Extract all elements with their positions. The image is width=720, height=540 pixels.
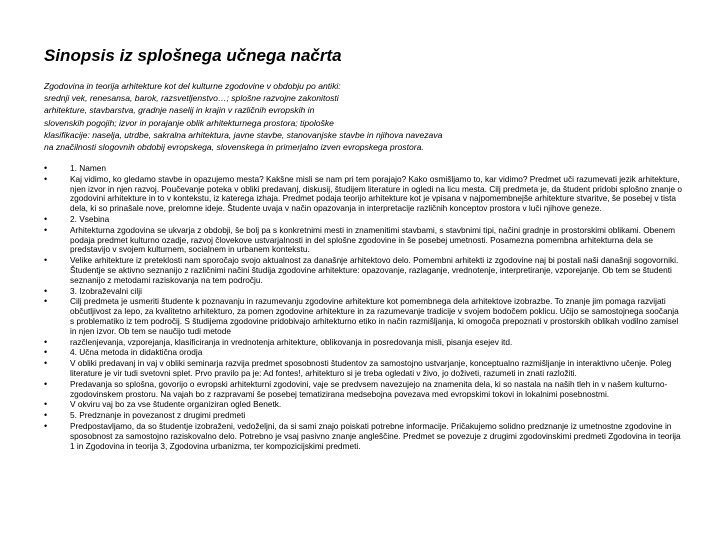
intro-line: arhitekture, stavbarstva, gradnje naselij in krajin v različnih evropskih in: [44, 105, 315, 116]
bullet-icon: •: [44, 296, 48, 307]
bullet-icon: •: [44, 420, 48, 431]
bullet-icon: •: [44, 255, 48, 266]
bullet-icon: •: [44, 410, 48, 421]
list-item: [44, 380, 684, 400]
bullet-icon: •: [44, 224, 48, 235]
intro-line: klasifikacije: naselja, utrdbe, sakralna arhitektura, javne stavbe, stanovanjske stavbe in njihova navezava: [44, 129, 443, 140]
bullet-icon: •: [44, 347, 48, 358]
bullet-icon: •: [44, 336, 48, 347]
intro-paragraph: [44, 80, 684, 153]
list-item: [44, 175, 684, 214]
list-item-text: Kaj vidimo, ko gledamo stavbe in opazujemo mesta? Kakšne misli se nam pri tem porajajo? Kako osmišljamo to, kar vidimo? Predmet uči razumevati jezik arhitekture, njen izvor in njen razvoj. Poučevanje poteka v obliki predavanj, diskusij, študijem literature in ogledi na licu mesta. Cilj predmeta je, da študent pridobi splošno znanje o zgodovini arhitekture in to v kontekstu, iz katerega izhaja. Predmet podaja teorijo arhitekture kot je vpisana v najpomembnejše arhitekture stvaritve, še posebej v tista dela, ki so prinašale nove, prelomne ideje. Študente uvaja v način opazovanja in interpretacije različnih konceptov prostora v luči njihove geneze.: [70, 173, 683, 214]
list-item: [44, 422, 684, 451]
section-heading: 1. Namen: [70, 163, 106, 173]
list-item-text: V obliki predavanj in vaj v obliki seminarja razvija predmet sposobnosti študentov za samostojno ustvarjanje, konceptualno razmišljanje in interaktivno učenje. Poleg literature je vir tudi svetovni splet. Prvo pravilo pa je: Ad fontes!, arhitekturo si je treba ogledati v živo, jo doživeti, razumeti in znati razložiti.: [70, 358, 672, 378]
list-item: [44, 338, 684, 348]
list-item: [44, 359, 684, 379]
intro-line: slovenskih pogojih; izvor in porajanje oblik arhitekturnega prostora; tipološke: [44, 117, 334, 128]
bullet-icon: •: [44, 285, 48, 296]
list-item: [44, 215, 684, 225]
list-item: [44, 348, 684, 358]
bullet-icon: •: [44, 163, 48, 173]
section-heading: 2. Vsebina: [70, 213, 110, 224]
list-item-text: Predpostavljamo, da so študentje izobraženi, vedoželjni, da si sami znajo poiskati potrebne informacije. Pričakujemo solidno predznanje iz umetnostne zgodovine in sposobnost za samostojno raziskovalno delo. Potrebno je vsaj pasivno znanje angleščine. Predmet se povezuje z drugimi zgodovinskimi predmeti Zgodovina in teorija 1 in Zgodovina in teorija 3, Zgodovina urbanizma, ter kompozicijskimi predmeti.: [70, 420, 681, 451]
list-item-text: V okviru vaj bo za vse študente organiziran ogled Benetk.: [70, 399, 282, 410]
page-title: Sinopsis iz splošnega učnega načrta: [44, 46, 342, 65]
intro-line: srednji vek, renesansa, barok, razsvetljenstvo…; splošne razvojne zakonitosti: [44, 93, 339, 104]
bullet-icon: •: [44, 399, 48, 410]
list-item: [44, 297, 684, 336]
bullet-icon: •: [44, 358, 48, 369]
intro-line: Zgodovina in teorija arhitekture kot del kulturne zgodovine v obdobju po antiki:: [44, 81, 341, 91]
section-heading: 4. Učna metoda in didaktična orodja: [70, 347, 203, 358]
list-item: [44, 400, 684, 410]
bullet-icon: •: [44, 378, 48, 389]
section-heading: 5. Predznanje in povezanost z drugimi predmeti: [70, 410, 246, 421]
intro-line: na značilnosti slogovnih obdobij evropskega, slovenskega in primerjalno izven evropskega prostora.: [44, 142, 424, 153]
list-item-text: Predavanja so splošna, govorijo o evropski arhitekturni zgodovini, vaje se predvsem navezujejo na znamenita dela, ki so nastala na naših tleh in v našem kulturno-zgodovinskem prostoru. Na vajah bo z razpravami še posebej tematizirana medsebojna povezava med evropskimi tokovi in lokalnimi posebnostmi.: [70, 378, 668, 399]
bullet-list: [44, 164, 684, 451]
list-item: [44, 256, 684, 285]
list-item: [44, 411, 684, 421]
list-item: [44, 287, 684, 297]
list-item-text: Arhitekturna zgodovina se ukvarja z obdobji, še bolj pa s konkretnimi mesti in znamenitimi stavbami, s stavbnimi tipi, načini gradnje in prostorskimi oblikami. Obenem podaja predmet kulturno ozadje, razvoj človekove ustvarjalnosti in del splošne zgodovine in še posebej umetnosti. Posamezna pomembna arhitekturna dela se predstavijo v svojem kulturnem, socialnem in urbanem kontekstu.: [70, 224, 676, 255]
list-item-text: razčlenjevanja, vzporejanja, klasificiranja in vrednotenja arhitekture, oblikovanja in posredovanja misli, pisanja esejev itd.: [70, 336, 513, 347]
list-item-text: Cilj predmeta je usmeriti študente k poznavanju in razumevanju zgodovine arhitekture kot pomembnega dela arhitektove izobrazbe. To znanje jim pomaga razvijati občutljivost za lepo, za kvalitetno arhitekturo, za pomen zgodovine arhitekture in za razumevanje tradicije v svojem bodočem poklicu. Učijo se samostojnega soočanja s problematiko iz tem področij. S študijema zgodovine pridobivajo arhitekturno etiko in način razmišljanja, ki omogoča prepoznati v prostorskih oblikah vodilno zamisel in njen izvor. Ob tem se naučijo tudi metode: [70, 296, 679, 336]
list-item: [44, 226, 684, 255]
list-item: [44, 164, 684, 174]
bullet-icon: •: [44, 173, 48, 184]
list-item-text: Velike arhitekture iz preteklosti nam sporočajo svojo aktualnost za današnje arhitektovo delo. Pomembni arhitekti iz zgodovine naj bi postali naši današnji sogovorniki. Študentje se aktivno seznanijo z različnimi načini študija zgodovine arhitekture: opazovanje, razlaganje, vrednotenje, interpretiranje, vzporejanje. Ob tem se študenti seznanijo z metodami raziskovanja na tem področju.: [70, 255, 679, 285]
section-heading: 3. Izobraževalni cilji: [70, 285, 142, 296]
bullet-icon: •: [44, 213, 48, 224]
